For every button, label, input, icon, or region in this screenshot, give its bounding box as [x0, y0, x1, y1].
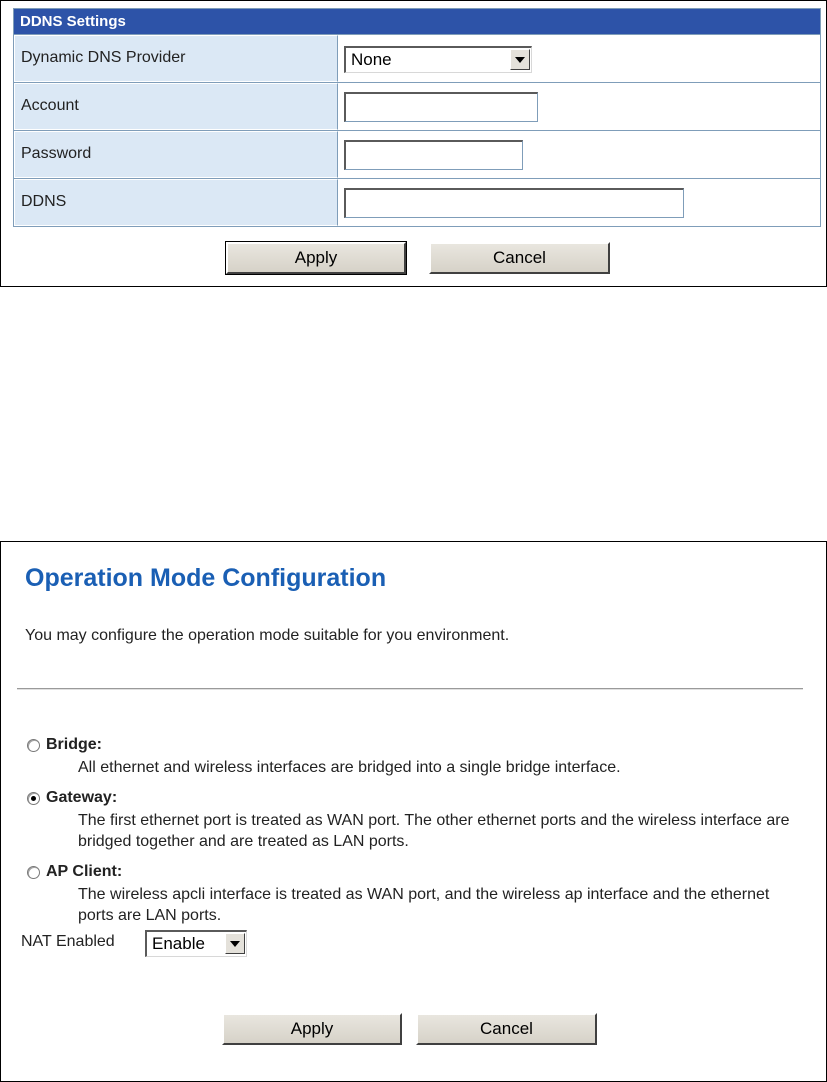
ddns-label: DDNS — [14, 179, 338, 226]
account-input[interactable] — [344, 92, 538, 122]
page-description: You may configure the operation mode suitable for you environment. — [25, 627, 510, 644]
ddns-input[interactable] — [344, 188, 684, 218]
bridge-label: Bridge: — [46, 736, 102, 753]
nat-selected-value: Enable — [152, 934, 205, 953]
divider — [17, 688, 803, 690]
account-label: Account — [14, 83, 338, 130]
gateway-description: The first ethernet port is treated as WAN port. The other ethernet ports and the wireless interface are bridged together and are treated as LAN ports. — [78, 812, 790, 850]
operation-mode-panel — [0, 541, 827, 1082]
ddns-apply-button[interactable]: Apply — [226, 242, 406, 274]
ddns-settings-header: DDNS Settings — [13, 8, 821, 35]
ddns-cancel-button[interactable]: Cancel — [429, 242, 610, 274]
provider-label: Dynamic DNS Provider — [14, 35, 338, 82]
ddns-settings-panel — [0, 0, 827, 287]
chevron-down-icon[interactable] — [225, 933, 245, 954]
page-title: Operation Mode Configuration — [25, 564, 387, 592]
ddns-row-account — [13, 83, 821, 131]
password-input[interactable] — [344, 140, 523, 170]
ap-client-radio[interactable] — [27, 866, 40, 879]
bridge-radio[interactable] — [27, 739, 40, 752]
chevron-down-icon[interactable] — [510, 49, 530, 70]
provider-select[interactable] — [344, 46, 532, 73]
opmode-cancel-button[interactable]: Cancel — [416, 1013, 597, 1045]
gateway-radio[interactable] — [27, 792, 40, 805]
password-label: Password — [14, 131, 338, 178]
ap-client-label: AP Client: — [46, 863, 123, 880]
ddns-row-password — [13, 131, 821, 179]
ap-client-description: The wireless apcli interface is treated as WAN port, and the wireless ap interface and the ethernet ports are LAN ports. — [78, 886, 770, 924]
ddns-row-ddns — [13, 179, 821, 227]
opmode-apply-button[interactable]: Apply — [222, 1013, 402, 1045]
bridge-description: All ethernet and wireless interfaces are bridged into a single bridge interface. — [78, 759, 621, 776]
nat-select[interactable] — [145, 930, 247, 957]
provider-selected-value: None — [351, 50, 392, 69]
gateway-label: Gateway: — [46, 789, 118, 806]
ddns-row-provider — [13, 35, 821, 83]
nat-enabled-label: NAT Enabled — [21, 933, 115, 950]
